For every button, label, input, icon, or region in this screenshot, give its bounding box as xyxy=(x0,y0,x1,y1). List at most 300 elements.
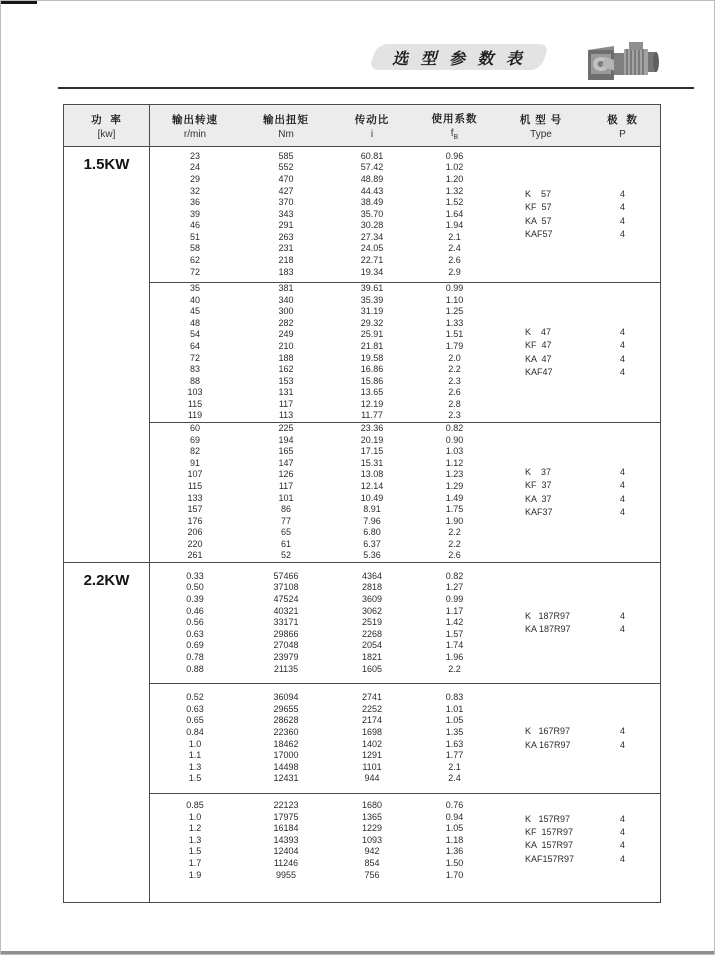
poles-value: 4 xyxy=(619,506,625,517)
output-torque-value: 370 xyxy=(278,197,294,208)
transmission-ratio-column xyxy=(332,684,412,793)
service-factor-value: 2.3 xyxy=(448,410,461,421)
service-factor-value: 0.94 xyxy=(445,811,464,822)
poles-value: 4 xyxy=(619,480,625,491)
output-speed-value: 133 xyxy=(187,492,203,503)
output-speed-value: 58 xyxy=(189,243,200,254)
output-torque-value: 61 xyxy=(280,538,291,549)
output-speed-value: 1.7 xyxy=(188,857,202,868)
service-factor-value: 1.01 xyxy=(445,703,464,714)
output-torque-value: 117 xyxy=(278,398,294,409)
poles-value: 4 xyxy=(619,493,625,504)
header-output-torque xyxy=(240,105,332,146)
header-output-torque-unit: Nm xyxy=(278,128,294,140)
transmission-ratio-value: 1821 xyxy=(361,651,383,662)
transmission-ratio-value: 30.28 xyxy=(360,220,384,231)
service-factor-value: 1.63 xyxy=(445,738,464,749)
output-torque-value: 210 xyxy=(278,340,294,351)
transmission-ratio-value: 2054 xyxy=(361,640,383,651)
service-factor-value: 1.05 xyxy=(445,715,464,726)
output-torque-value: 470 xyxy=(278,173,294,184)
output-torque-value: 113 xyxy=(278,410,294,421)
output-speed-value: 29 xyxy=(189,173,200,184)
model-type-value: KA 57 xyxy=(525,215,552,226)
output-torque-value: 52 xyxy=(280,550,291,561)
output-speed-value: 0.65 xyxy=(186,715,204,726)
data-area-1-5kw xyxy=(150,147,660,562)
output-torque-value: 101 xyxy=(278,492,294,503)
output-torque-value: 218 xyxy=(278,255,294,266)
header-ratio xyxy=(332,105,412,146)
service-factor-value: 0.83 xyxy=(445,692,464,703)
transmission-ratio-value: 2818 xyxy=(361,582,383,593)
output-torque-column xyxy=(240,794,332,902)
output-torque-value: 291 xyxy=(278,220,294,231)
transmission-ratio-value: 2741 xyxy=(361,692,383,703)
output-torque-value: 300 xyxy=(278,306,294,317)
poles-column xyxy=(585,794,660,902)
output-torque-column xyxy=(240,684,332,793)
service-factor-value: 2.0 xyxy=(448,352,461,363)
output-speed-column xyxy=(150,563,240,683)
output-speed-value: 1.2 xyxy=(188,823,202,834)
model-type-value: KA 37 xyxy=(525,493,552,504)
transmission-ratio-value: 5.36 xyxy=(363,550,381,561)
transmission-ratio-value: 1365 xyxy=(361,811,383,822)
output-torque-value: 282 xyxy=(278,317,294,328)
transmission-ratio-value: 1101 xyxy=(362,761,382,772)
service-factor-value: 1.05 xyxy=(445,823,464,834)
service-factor-value: 2.4 xyxy=(448,243,461,254)
transmission-ratio-value: 60.81 xyxy=(360,150,384,161)
service-factor-value: 1.25 xyxy=(445,306,464,317)
output-speed-value: 1.5 xyxy=(188,773,202,784)
output-speed-value: 64 xyxy=(189,340,200,351)
output-torque-value: 11246 xyxy=(273,857,299,868)
service-factor-value: 2.6 xyxy=(448,255,461,266)
poles-value: 4 xyxy=(619,340,625,351)
poles-value: 4 xyxy=(619,739,625,750)
table-block-k47 xyxy=(150,282,660,422)
output-speed-value: 220 xyxy=(187,538,203,549)
output-speed-value: 54 xyxy=(189,329,200,340)
output-torque-value: 28628 xyxy=(273,715,299,726)
poles-value: 4 xyxy=(619,353,625,364)
output-speed-value: 0.78 xyxy=(186,651,204,662)
output-torque-value: 40321 xyxy=(273,605,299,616)
output-speed-value: 0.56 xyxy=(186,617,204,628)
output-torque-value: 29655 xyxy=(273,703,299,714)
output-speed-value: 46 xyxy=(189,220,200,231)
model-type-value: KF 37 xyxy=(525,480,552,491)
service-factor-value: 1.29 xyxy=(445,480,464,491)
header-power-cn: 功 率 xyxy=(91,113,122,126)
table-block-k167r97 xyxy=(150,683,660,793)
poles-value: 4 xyxy=(619,827,625,838)
output-speed-value: 83 xyxy=(189,364,200,375)
transmission-ratio-value: 16.86 xyxy=(360,364,384,375)
model-type-value: KA 157R97 xyxy=(525,840,574,851)
transmission-ratio-value: 944 xyxy=(364,773,380,784)
poles-value: 4 xyxy=(619,624,625,634)
transmission-ratio-value: 19.34 xyxy=(360,266,384,277)
output-speed-value: 0.52 xyxy=(186,692,204,703)
output-torque-value: 37108 xyxy=(273,582,299,593)
transmission-ratio-value: 35.70 xyxy=(360,208,384,219)
service-factor-value: 1.77 xyxy=(445,750,464,761)
output-speed-value: 91 xyxy=(189,457,200,468)
output-speed-value: 103 xyxy=(187,387,203,398)
header-service-factor-cn: 使用系数 xyxy=(431,112,478,125)
service-factor-value: 1.35 xyxy=(445,726,464,737)
output-torque-value: 585 xyxy=(278,150,294,161)
output-speed-value: 72 xyxy=(189,352,200,363)
transmission-ratio-value: 1605 xyxy=(361,663,383,674)
output-torque-value: 22123 xyxy=(273,800,299,810)
header-ratio-cn: 传动比 xyxy=(354,113,390,126)
transmission-ratio-value: 22.71 xyxy=(360,255,384,266)
transmission-ratio-value: 1680 xyxy=(361,800,383,810)
page-corner-mark xyxy=(1,1,37,4)
output-speed-value: 45 xyxy=(189,306,200,317)
output-torque-value: 183 xyxy=(278,266,294,277)
header-output-torque-cn: 输出扭矩 xyxy=(263,113,309,126)
output-torque-value: 147 xyxy=(278,457,294,468)
model-type-value: KAF47 xyxy=(525,366,553,377)
output-speed-column xyxy=(150,794,240,902)
output-torque-value: 249 xyxy=(278,329,294,340)
service-factor-value: 1.74 xyxy=(445,640,464,651)
poles-value: 4 xyxy=(619,189,625,200)
service-factor-value: 1.18 xyxy=(445,834,464,845)
transmission-ratio-value: 23.36 xyxy=(360,422,384,433)
transmission-ratio-value: 1698 xyxy=(361,726,383,737)
output-torque-value: 162 xyxy=(278,364,294,375)
transmission-ratio-value: 39.61 xyxy=(360,282,384,293)
poles-column xyxy=(585,684,660,793)
service-factor-value: 1.90 xyxy=(445,515,464,526)
title-divider-rule xyxy=(58,87,694,89)
output-torque-column xyxy=(240,147,332,282)
header-output-speed xyxy=(150,105,240,146)
output-speed-value: 0.33 xyxy=(186,570,204,581)
service-factor-value: 1.23 xyxy=(445,469,464,480)
output-torque-value: 131 xyxy=(278,387,294,398)
service-factor-value: 1.02 xyxy=(445,162,464,173)
output-torque-value: 16184 xyxy=(273,823,299,834)
output-speed-value: 0.85 xyxy=(186,800,204,810)
service-factor-value: 2.3 xyxy=(448,375,461,386)
transmission-ratio-value: 44.43 xyxy=(360,185,384,196)
output-speed-value: 32 xyxy=(189,185,200,196)
output-speed-value: 23 xyxy=(189,150,200,161)
table-block-k57 xyxy=(150,147,660,282)
output-torque-value: 12404 xyxy=(273,846,299,857)
transmission-ratio-value: 29.32 xyxy=(360,317,384,328)
transmission-ratio-value: 942 xyxy=(364,846,380,857)
transmission-ratio-value: 24.05 xyxy=(360,243,384,254)
output-speed-value: 40 xyxy=(189,294,200,305)
output-torque-value: 22360 xyxy=(273,726,299,737)
output-speed-value: 69 xyxy=(189,434,200,445)
transmission-ratio-value: 10.49 xyxy=(360,492,384,503)
output-speed-value: 1.9 xyxy=(188,869,202,880)
output-torque-value: 12431 xyxy=(273,773,299,784)
header-model-type xyxy=(497,105,585,146)
transmission-ratio-value: 3609 xyxy=(361,594,383,605)
output-torque-value: 18462 xyxy=(273,738,299,749)
service-factor-value: 1.36 xyxy=(445,846,464,857)
transmission-ratio-value: 12.14 xyxy=(360,480,384,491)
service-factor-value: 1.75 xyxy=(445,504,464,515)
output-torque-value: 153 xyxy=(278,375,294,386)
poles-column xyxy=(585,283,660,422)
power-label-1-5kw: 1.5KW xyxy=(64,147,150,562)
service-factor-value: 2.9 xyxy=(448,266,461,277)
poles-value: 4 xyxy=(619,202,625,213)
service-factor-value: 0.82 xyxy=(445,570,464,581)
output-torque-value: 21135 xyxy=(273,663,299,674)
table-block-k157r97 xyxy=(150,793,660,902)
poles-value: 4 xyxy=(619,726,625,737)
poles-value: 4 xyxy=(619,467,625,478)
transmission-ratio-value: 11.77 xyxy=(361,410,383,421)
model-type-value: K 167R97 xyxy=(525,726,571,737)
model-type-value: K 187R97 xyxy=(525,610,571,621)
output-speed-value: 0.88 xyxy=(186,663,204,674)
output-speed-value: 72 xyxy=(189,266,200,277)
table-header-row xyxy=(64,105,660,147)
transmission-ratio-value: 2268 xyxy=(361,628,383,639)
service-factor-value: 2.6 xyxy=(448,550,461,561)
header-service-factor xyxy=(412,105,497,146)
transmission-ratio-column xyxy=(332,794,412,902)
output-torque-value: 27048 xyxy=(273,640,299,651)
output-torque-value: 57466 xyxy=(273,570,299,581)
header-ratio-symbol: i xyxy=(370,128,374,140)
service-factor-value: 2.6 xyxy=(448,387,461,398)
header-power-unit: [kw] xyxy=(97,128,116,140)
model-type-value: KF 57 xyxy=(525,202,552,213)
output-speed-value: 107 xyxy=(187,469,203,480)
output-speed-value: 24 xyxy=(189,162,200,173)
model-type-value: KA 187R97 xyxy=(525,624,571,634)
model-type-value: KAF157R97 xyxy=(525,853,575,864)
output-speed-column xyxy=(150,283,240,422)
output-torque-value: 33171 xyxy=(273,617,299,628)
header-poles xyxy=(585,105,660,146)
poles-value: 4 xyxy=(619,228,625,239)
output-speed-column xyxy=(150,684,240,793)
transmission-ratio-value: 1229 xyxy=(361,823,383,834)
output-speed-value: 48 xyxy=(189,317,200,328)
service-factor-value: 1.57 xyxy=(445,628,464,639)
output-torque-value: 188 xyxy=(278,352,294,363)
output-torque-value: 263 xyxy=(278,231,294,242)
service-factor-value: 2.8 xyxy=(448,398,461,409)
output-speed-value: 157 xyxy=(187,504,203,515)
service-factor-value: 0.90 xyxy=(445,434,464,445)
transmission-ratio-value: 15.31 xyxy=(360,457,384,468)
transmission-ratio-value: 2252 xyxy=(361,703,383,714)
transmission-ratio-value: 2519 xyxy=(361,617,383,628)
transmission-ratio-value: 38.49 xyxy=(360,197,384,208)
model-type-value: KA 47 xyxy=(525,353,552,364)
service-factor-value: 0.76 xyxy=(445,800,464,810)
transmission-ratio-value: 1291 xyxy=(361,750,383,761)
header-model-type-en: Type xyxy=(530,128,552,140)
transmission-ratio-value: 25.91 xyxy=(360,329,384,340)
transmission-ratio-column xyxy=(332,283,412,422)
output-speed-value: 1.5 xyxy=(188,846,202,857)
model-type-value: KAF57 xyxy=(525,228,553,239)
poles-value: 4 xyxy=(619,215,625,226)
model-type-column xyxy=(497,684,585,793)
service-factor-value: 2.2 xyxy=(448,364,461,375)
output-torque-value: 9955 xyxy=(275,869,297,880)
transmission-ratio-value: 6.80 xyxy=(363,527,381,538)
output-torque-value: 165 xyxy=(278,446,294,457)
service-factor-value: 2.2 xyxy=(448,527,461,538)
output-torque-column xyxy=(240,283,332,422)
output-speed-value: 176 xyxy=(187,515,203,526)
output-torque-value: 343 xyxy=(278,208,294,219)
header-output-speed-cn: 输出转速 xyxy=(172,113,218,126)
header-service-factor-symbol: $f_B$ xyxy=(450,127,459,141)
transmission-ratio-value: 48.89 xyxy=(360,173,384,184)
table-block-k187r97 xyxy=(150,563,660,683)
transmission-ratio-value: 756 xyxy=(364,869,380,880)
service-factor-value: 1.32 xyxy=(445,185,464,196)
model-type-value: K 37 xyxy=(525,467,552,478)
service-factor-value: 1.27 xyxy=(445,582,464,593)
model-type-value: KA 167R97 xyxy=(525,739,571,750)
output-torque-value: 552 xyxy=(278,162,294,173)
data-area-2-2kw xyxy=(150,563,660,902)
output-speed-value: 1.3 xyxy=(188,834,202,845)
service-factor-value: 1.96 xyxy=(445,651,464,662)
header-model-type-cn: 机 型 号 xyxy=(519,113,563,126)
output-torque-value: 14498 xyxy=(273,761,299,772)
transmission-ratio-value: 13.08 xyxy=(360,469,384,480)
output-speed-value: 36 xyxy=(189,197,200,208)
transmission-ratio-value: 8.91 xyxy=(363,504,381,515)
service-factor-column xyxy=(412,147,497,282)
transmission-ratio-value: 854 xyxy=(364,857,380,868)
service-factor-value: 2.4 xyxy=(448,773,461,784)
table-body xyxy=(64,147,660,902)
service-factor-value: 1.42 xyxy=(445,617,464,628)
output-speed-value: 39 xyxy=(189,208,200,219)
poles-value: 4 xyxy=(619,366,625,377)
output-torque-value: 17975 xyxy=(273,811,299,822)
output-torque-column xyxy=(240,563,332,683)
output-torque-value: 427 xyxy=(278,185,294,196)
model-type-column xyxy=(497,794,585,902)
output-torque-value: 225 xyxy=(278,422,294,433)
table-block-k37 xyxy=(150,422,660,562)
output-speed-value: 1.1 xyxy=(188,750,202,761)
service-factor-value: 2.2 xyxy=(448,663,461,674)
model-type-value: K 57 xyxy=(525,189,552,200)
output-speed-column xyxy=(150,423,240,562)
page-bottom-rule xyxy=(1,951,714,954)
output-torque-value: 117 xyxy=(278,480,294,491)
service-factor-value: 2.2 xyxy=(448,538,461,549)
service-factor-value: 1.03 xyxy=(445,446,464,457)
service-factor-column xyxy=(412,794,497,902)
service-factor-value: 1.52 xyxy=(445,197,464,208)
service-factor-value: 1.33 xyxy=(445,317,464,328)
service-factor-value: 0.96 xyxy=(445,150,464,161)
service-factor-value: 1.12 xyxy=(445,457,464,468)
page-title: 选 型 参 数 表 xyxy=(392,50,526,68)
transmission-ratio-column xyxy=(332,147,412,282)
output-torque-value: 17000 xyxy=(273,750,299,761)
model-type-column xyxy=(497,563,585,683)
poles-value: 4 xyxy=(619,814,625,824)
output-torque-value: 36094 xyxy=(273,692,299,703)
output-speed-value: 35 xyxy=(189,282,200,293)
output-torque-value: 126 xyxy=(278,469,294,480)
output-torque-value: 29866 xyxy=(273,628,299,639)
transmission-ratio-value: 3062 xyxy=(361,605,383,616)
output-speed-value: 0.39 xyxy=(186,594,204,605)
output-torque-value: 194 xyxy=(278,434,294,445)
selection-parameter-table xyxy=(63,104,661,903)
output-torque-column xyxy=(240,423,332,562)
output-speed-value: 0.63 xyxy=(186,703,204,714)
poles-value: 4 xyxy=(619,610,625,621)
output-torque-value: 47524 xyxy=(273,594,299,605)
output-speed-value: 0.63 xyxy=(186,628,204,639)
transmission-ratio-value: 12.19 xyxy=(360,398,384,409)
service-factor-value: 0.99 xyxy=(445,594,464,605)
header-output-speed-unit: r/min xyxy=(183,128,207,140)
output-speed-value: 1.0 xyxy=(188,738,202,749)
output-speed-value: 115 xyxy=(187,398,203,409)
poles-column xyxy=(585,563,660,683)
model-type-value: KAF37 xyxy=(525,506,553,517)
transmission-ratio-column xyxy=(332,423,412,562)
service-factor-value: 1.20 xyxy=(445,173,464,184)
poles-column xyxy=(585,423,660,562)
header-power xyxy=(64,105,150,146)
service-factor-value: 0.99 xyxy=(445,282,464,293)
section-1-5kw xyxy=(64,147,660,562)
model-type-column xyxy=(497,423,585,562)
service-factor-column xyxy=(412,283,497,422)
model-type-value: KF 47 xyxy=(525,340,552,351)
poles-column xyxy=(585,147,660,282)
output-speed-value: 1.0 xyxy=(188,811,202,822)
output-torque-value: 86 xyxy=(280,504,291,515)
output-speed-value: 0.46 xyxy=(186,605,204,616)
model-type-column xyxy=(497,147,585,282)
service-factor-value: 1.51 xyxy=(445,329,464,340)
transmission-ratio-value: 13.65 xyxy=(360,387,384,398)
model-type-value: K 47 xyxy=(525,327,552,338)
service-factor-value: 2.1 xyxy=(448,231,461,242)
transmission-ratio-value: 2174 xyxy=(361,715,383,726)
service-factor-value: 1.17 xyxy=(445,605,464,616)
output-speed-value: 206 xyxy=(187,527,203,538)
output-speed-value: 82 xyxy=(189,446,200,457)
transmission-ratio-value: 1402 xyxy=(361,738,383,749)
transmission-ratio-value: 4364 xyxy=(361,570,383,581)
service-factor-column xyxy=(412,684,497,793)
poles-value: 4 xyxy=(619,840,625,851)
